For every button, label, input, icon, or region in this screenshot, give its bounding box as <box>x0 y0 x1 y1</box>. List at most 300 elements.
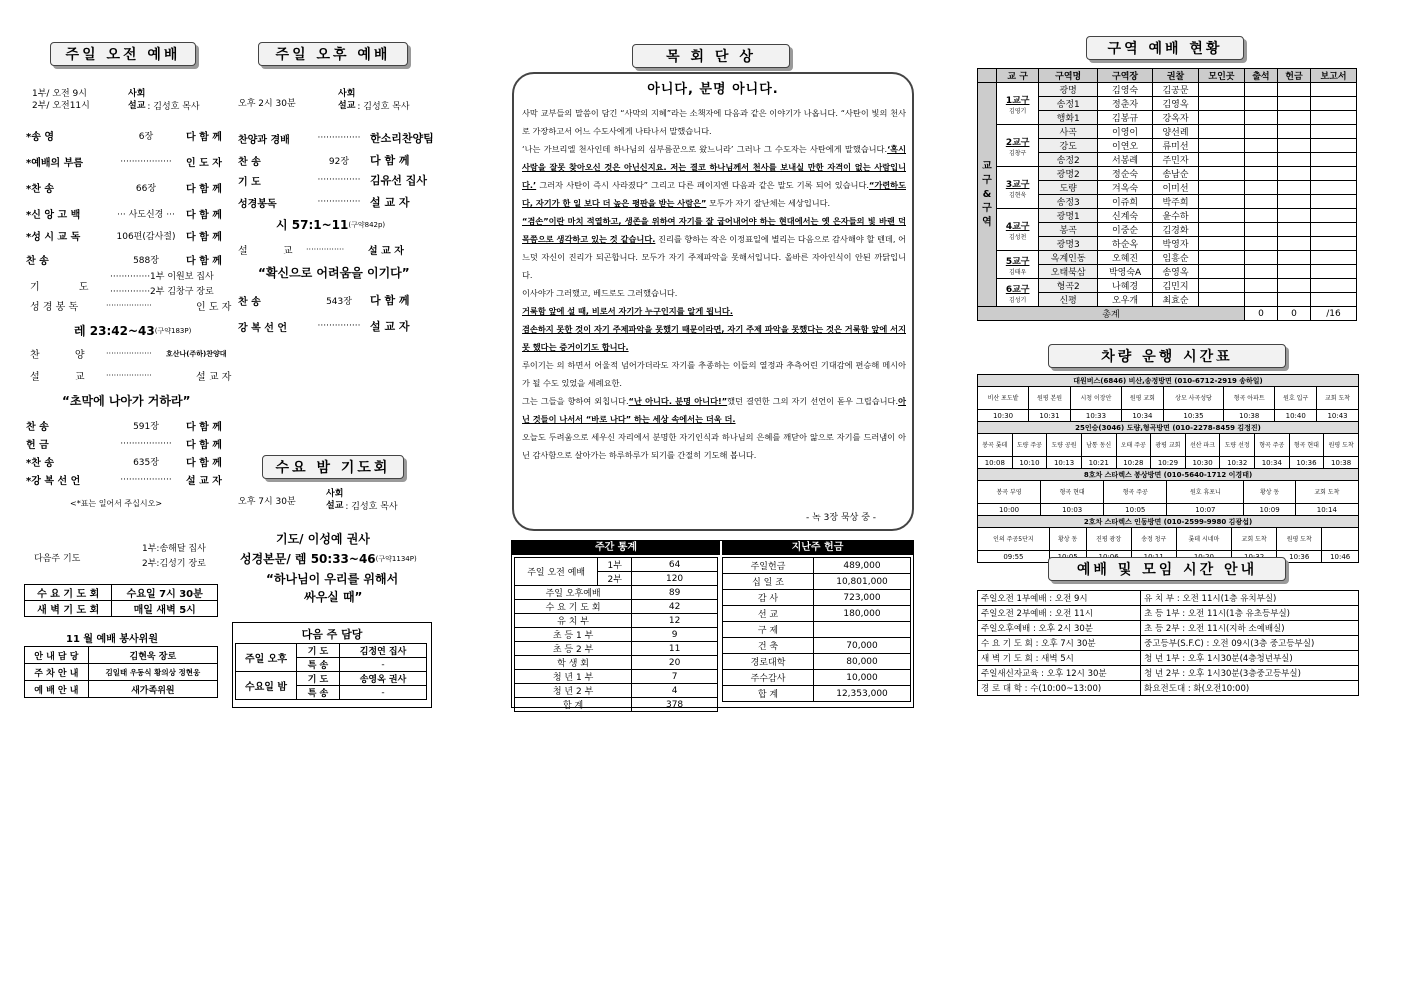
vehicle-header: 차량 운행 시간표 <box>1048 344 1286 368</box>
wed-leader <box>326 488 398 512</box>
district-cell: 강도 <box>1039 139 1098 153</box>
district-group <box>997 251 1039 279</box>
district-group <box>997 167 1039 209</box>
table-row <box>723 574 911 590</box>
district-cell: 김민지 <box>1153 279 1199 293</box>
wed-lead-a: 사회 <box>326 489 344 499</box>
vehicle-time: 10:05 <box>1104 504 1167 516</box>
vehicle-route-title: 8호차 스타렉스 봉상방면 (010-5640-1712 이경태) <box>978 469 1359 481</box>
vehicle-route-table <box>977 421 1359 469</box>
pastor-body <box>522 104 906 464</box>
order-row <box>238 130 434 146</box>
time-cell: 주일오전 1부예배 : 오전 9시 <box>978 591 1141 606</box>
offering-table <box>722 557 911 702</box>
district-empty-cell <box>1244 251 1277 265</box>
district-cell: 신평 <box>1039 293 1098 307</box>
table-row <box>25 585 218 601</box>
table-row <box>978 528 1359 551</box>
group-pastor: 김태우 <box>1008 268 1027 276</box>
stat-label: 초 등 1 부 <box>515 628 632 642</box>
district-empty-cell <box>1311 265 1357 279</box>
vehicle-time: 10:14 <box>1295 504 1358 516</box>
group-name: 3교구 <box>1005 179 1030 190</box>
order-name: *찬 송 <box>26 184 55 195</box>
vehicle-time: 10:30 <box>978 410 1029 422</box>
district-cell: 김봉규 <box>1098 111 1153 125</box>
district-empty-cell <box>1244 237 1277 251</box>
vehicle-route-table <box>977 515 1359 563</box>
vehicle-stop: 봉곡 부영 <box>978 481 1041 504</box>
time-cell: 주일새신자교육 : 오후 12시 30분 <box>978 666 1141 681</box>
para-emph: “겸손”이란 마치 적열하고, 생존을 위하여 자기를 잘 굽어내어야 하는 현대에서는 옛 은자들의 빛 바랜 덕목쯤으로 생각하고 있는 것 같습니다. <box>522 216 906 244</box>
vol-role: 예 배 안 내 <box>25 681 89 698</box>
order-name: 헌 금 <box>26 440 49 451</box>
group-pastor: 김현욱 <box>1008 191 1027 199</box>
pastor-byline: - 녹 3장 묵상 중 - <box>806 513 876 523</box>
district-cell: 나혜경 <box>1098 279 1153 293</box>
wed-time: 오후 7시 30분 <box>238 497 296 507</box>
district-empty-cell <box>1244 111 1277 125</box>
table-row <box>978 457 1359 469</box>
district-cell: 광명3 <box>1039 237 1098 251</box>
table-row <box>978 434 1359 457</box>
pastor-para-6 <box>522 320 906 356</box>
order-role: 설 교 자 <box>186 476 222 487</box>
table-row <box>515 656 718 670</box>
district-empty-cell <box>1311 97 1357 111</box>
vehicle-schedules <box>977 374 1359 563</box>
am-sermon-by: 설 교 자 <box>196 372 232 383</box>
district-cell: 임흥순 <box>1153 251 1199 265</box>
vehicle-route-title: 대원버스(6846) 비산,송정방면 (010-6712-2919 송하일) <box>978 375 1359 387</box>
table-row <box>978 469 1359 481</box>
am-sermon <box>30 368 231 383</box>
am-reading <box>30 298 231 313</box>
time-cell: 유 치 부 : 오전 11시(1층 유치부실) <box>1141 591 1359 606</box>
vehicle-route-table <box>977 468 1359 516</box>
table-row <box>978 125 1357 139</box>
district-empty-cell <box>1277 153 1310 167</box>
meeting-name: 수 요 기 도 회 <box>25 585 112 601</box>
vehicle-stop: 봉곡 롯데 <box>978 434 1013 457</box>
district-col-header: 출석 <box>1244 69 1277 83</box>
district-cell: 서봉례 <box>1098 153 1153 167</box>
pm-sermon <box>238 242 404 257</box>
vehicle-stop: 교회 도착 <box>1295 481 1358 504</box>
group-pastor: 김성기 <box>1008 296 1027 304</box>
vehicle-time: 10:00 <box>978 504 1041 516</box>
order-name: 찬 송 <box>238 156 261 168</box>
vehicle-stop: 형곡 아파트 <box>1224 387 1275 410</box>
stat-label: 초 등 2 부 <box>515 642 632 656</box>
pm-sermon-label: 설 교 <box>238 246 309 257</box>
vehicle-stop: 진평 광장 <box>1086 528 1131 551</box>
order-role: 다 함 께 <box>186 256 222 267</box>
am-prayer <box>30 270 214 300</box>
para-text: 사막 교부들의 말씀이 담긴 “사막의 지혜”라는 소책자에 다음과 같은 이야기가 나옵니다. “사탄이 빛의 천사로 가장하고서 어느 수도사에게 나타나서 말했습니다. <box>522 108 906 136</box>
vehicle-stop: 원평 교회 <box>1122 387 1164 410</box>
duty-who: - <box>340 686 427 700</box>
order-hymn: ··············· <box>317 321 361 331</box>
district-total-label: 총계 <box>978 307 1245 321</box>
offering-value: 10,000 <box>814 670 911 686</box>
am-svc1: 1부/ 오전 9시 <box>32 89 87 99</box>
time-cell: 청 년 1부 : 오후 1시30분(4층청년부실) <box>1141 651 1359 666</box>
order-role: 김유선 집사 <box>370 174 427 187</box>
table-row <box>723 670 911 686</box>
district-empty-cell <box>1198 153 1244 167</box>
pastor-para-5 <box>522 302 906 320</box>
district-empty-cell <box>1198 125 1244 139</box>
district-cell: 겨옥숙 <box>1098 181 1153 195</box>
district-cell: 이쥬희 <box>1098 195 1153 209</box>
time-cell: 경 로 대 학 : 수(10:00~13:00) <box>978 681 1141 696</box>
district-cell: 오태북삼 <box>1039 265 1098 279</box>
vehicle-stop: 선산 파크 <box>1185 434 1220 457</box>
vehicle-stop: 롯데 시네마 <box>1176 528 1231 551</box>
vehicle-time: 10:35 <box>1163 410 1223 422</box>
district-empty-cell <box>1244 223 1277 237</box>
stat-label: 합 계 <box>515 698 632 712</box>
wed-header: 수요 밤 기도회 <box>262 455 404 479</box>
vehicle-time: 10:33 <box>1070 410 1121 422</box>
district-empty-cell <box>1198 293 1244 307</box>
vehicle-time: 10:36 <box>1289 457 1324 469</box>
wed-scripture-text: 성경본문/ 렘 50:33~46 <box>240 552 376 566</box>
para-text: 루이기는 의 하면서 어울적 넘어가더라도 자기를 추종하는 이들의 열정과 추측어린 기대감에 편승해 메시아가 될 수도 있었을 세례요한. <box>522 360 906 388</box>
order-name: *예배의 부름 <box>26 158 84 169</box>
district-cell: 김영옥 <box>1153 97 1199 111</box>
order-hymn: ··············· <box>317 133 361 143</box>
table-row <box>978 591 1359 606</box>
am-praise-by: 호산나(주하)찬양대 <box>166 349 227 358</box>
para-emph: ‘혹시 사람을 잘못 찾아오신 것은 아닌신지요. 저는 결코 하나님께서 천사를 보내실 만한 자격이 없는 사람입니다.’ <box>522 144 906 190</box>
order-hymn: ··· 사도신경 ··· <box>117 210 175 220</box>
order-name: 찬양과 경배 <box>238 134 290 146</box>
vehicle-time: 10:21 <box>1081 457 1116 469</box>
district-cell: 오우개 <box>1098 293 1153 307</box>
district-cell: 광명2 <box>1039 167 1098 181</box>
order-name: *송 영 <box>26 132 55 143</box>
para-text: 그는 그들을 향하여 외칩니다. <box>522 396 629 406</box>
vehicle-stop: 형곡 주공 <box>1255 434 1290 457</box>
order-hymn: 106편(감사절) <box>116 232 176 242</box>
table-row <box>515 628 718 642</box>
am-praise-label: 찬 양 <box>30 350 101 361</box>
order-name: 강 복 선 언 <box>238 322 288 334</box>
stat-value: 7 <box>632 670 718 684</box>
order-row <box>26 128 222 143</box>
duty-who: 송영옥 권사 <box>340 672 427 686</box>
weekly-title: 주간 통계 <box>512 541 720 555</box>
pastor-header: 목 회 단 상 <box>632 44 790 68</box>
table-row <box>25 601 218 617</box>
order-row <box>26 418 222 433</box>
meeting-time: 매일 새벽 5시 <box>112 601 218 617</box>
stat-value: 120 <box>632 572 718 586</box>
stat-value: 64 <box>632 558 718 572</box>
vehicle-stop: 시청 이장안 <box>1070 387 1121 410</box>
order-hymn: ·················· <box>120 474 172 485</box>
order-hymn: 6장 <box>138 132 154 142</box>
district-empty-cell <box>1277 265 1310 279</box>
district-cell: 옥계인동 <box>1039 251 1098 265</box>
district-cell: 이중순 <box>1098 223 1153 237</box>
district-empty-cell <box>1277 139 1310 153</box>
am-scripture-ref: (구약183P) <box>154 326 192 335</box>
table-row <box>25 647 218 664</box>
district-empty-cell <box>1277 181 1310 195</box>
pm-leader <box>338 88 410 112</box>
district-cell: 최효순 <box>1153 293 1199 307</box>
am-reading-role: 인 도 자 <box>196 302 232 313</box>
vehicle-time: 10:34 <box>1255 457 1290 469</box>
wed-title-2: 싸우실 때” <box>304 590 363 604</box>
offering-label: 주수감사 <box>723 670 814 686</box>
vehicle-time: 10:38 <box>1224 410 1275 422</box>
volunteers-title: 11 월 예배 봉사위원 <box>66 634 158 645</box>
district-cell: 오혜진 <box>1098 251 1153 265</box>
offering-label: 구 제 <box>723 622 814 638</box>
stat-label: 청 년 1 부 <box>515 670 632 684</box>
table-row <box>978 251 1357 265</box>
offering-value: 80,000 <box>814 654 911 670</box>
offering-label: 합 계 <box>723 686 814 702</box>
vehicle-route-title: 2호차 스타렉스 인동방면 (010-2599-9980 김광섭) <box>978 516 1359 528</box>
order-row <box>26 472 222 487</box>
order-role: 다 함 께 <box>186 458 222 469</box>
am-praise-dots: ·················· <box>106 349 152 358</box>
district-empty-cell <box>1277 251 1310 265</box>
offering-label: 경로대학 <box>723 654 814 670</box>
am-reading-dots: ·················· <box>106 301 152 310</box>
vehicle-time: 10:07 <box>1167 504 1244 516</box>
vehicle-time: 10:03 <box>1041 504 1104 516</box>
order-hymn: 543장 <box>326 296 352 307</box>
district-empty-cell <box>1244 153 1277 167</box>
district-empty-cell <box>1311 111 1357 125</box>
table-row <box>978 636 1359 651</box>
vehicle-stop: 원평 본원 <box>1029 387 1071 410</box>
order-hymn: 635장 <box>133 458 159 468</box>
table-row <box>515 684 718 698</box>
am-svc2: 2부/ 오전11시 <box>32 101 90 111</box>
district-empty-cell <box>1311 195 1357 209</box>
offering-label: 선 교 <box>723 606 814 622</box>
next-duty-box <box>232 622 432 708</box>
group-name: 6교구 <box>1005 284 1030 295</box>
table-row <box>978 167 1357 181</box>
vehicle-time: 10:30 <box>1185 457 1220 469</box>
order-role: 다 함 께 <box>186 422 222 433</box>
vol-who: 김일태 우동식 황의상 정현웅 <box>88 664 217 681</box>
stat-label: 학 생 회 <box>515 656 632 670</box>
district-empty-cell <box>1198 223 1244 237</box>
order-role: 인 도 자 <box>186 158 222 169</box>
order-hymn: ·················· <box>120 156 172 167</box>
offering-label: 건 축 <box>723 638 814 654</box>
district-empty-cell <box>1244 139 1277 153</box>
table-row <box>978 621 1359 636</box>
order-name: 기 도 <box>238 176 261 188</box>
table-row <box>723 686 911 702</box>
district-cell: 윤수하 <box>1153 209 1199 223</box>
district-table <box>977 68 1357 321</box>
vehicle-stop: 황상 동 <box>1244 481 1295 504</box>
para-text: 그러자 사탄이 즉시 사라졌다” 그리고 다른 페이지엔 다음과 같은 말도 기록 되어 있습니다. <box>536 180 869 190</box>
duty-svc: 주일 오후 <box>236 644 297 672</box>
table-row <box>515 600 718 614</box>
district-group <box>997 83 1039 125</box>
stat-value: 12 <box>632 614 718 628</box>
meetings-table <box>24 584 218 617</box>
wed-lead-b: 설교 <box>326 501 344 511</box>
stats-box <box>511 540 914 711</box>
district-cell: 하순옥 <box>1098 237 1153 251</box>
vehicle-stop: 원평 도착 <box>1277 528 1322 551</box>
offering-value: 723,000 <box>814 590 911 606</box>
times-header: 예배 및 모임 시간 안내 <box>1048 557 1286 581</box>
district-cell: 박영숙A <box>1098 265 1153 279</box>
pastor-para-2 <box>522 140 906 212</box>
order-hymn: ·················· <box>120 438 172 449</box>
table-row <box>978 504 1359 516</box>
district-cell: 광명 <box>1039 83 1098 97</box>
para-emph: 거룩함 앞에 설 때, 비로서 자기가 누구인지를 알게 됩니다. <box>522 306 733 316</box>
table-row <box>978 681 1359 696</box>
pm-scripture-text: 시 57:1~11 <box>276 218 349 232</box>
district-empty-cell <box>1198 209 1244 223</box>
am-services <box>32 88 90 112</box>
pastor-para-8 <box>522 392 906 428</box>
am-lead-b: 설교 <box>128 101 146 111</box>
vehicle-time: 10:28 <box>1116 457 1151 469</box>
next-duty-table <box>235 643 427 700</box>
district-empty-cell <box>1198 251 1244 265</box>
district-cell: 정순숙 <box>1098 167 1153 181</box>
time-cell: 주일오후예배 : 오후 2시 30분 <box>978 621 1141 636</box>
para-text: 이사야가 그러했고, 베드로도 그러했습니다. <box>522 288 678 298</box>
district-empty-cell <box>1277 195 1310 209</box>
am-header: 주일 오전 예배 <box>50 42 196 66</box>
district-col-header: 권찰 <box>1153 69 1199 83</box>
district-empty-cell <box>1277 83 1310 97</box>
district-empty-cell <box>1198 167 1244 181</box>
time-cell: 화요전도대 : 화(오전10:00) <box>1141 681 1359 696</box>
district-corner <box>978 69 997 83</box>
group-name: 2교구 <box>1005 137 1030 148</box>
vehicle-stop: 도량 주공 <box>1012 434 1047 457</box>
pm-sermon-title: “확신으로 어려움을 이기다” <box>258 266 410 280</box>
table-row <box>978 422 1359 434</box>
vol-role: 주 차 안 내 <box>25 664 89 681</box>
order-role: 한소리찬양팀 <box>370 132 434 145</box>
table-row <box>978 410 1359 422</box>
table-row <box>978 307 1357 321</box>
order-row <box>26 206 222 221</box>
table-row <box>978 279 1357 293</box>
duty-role: 기 도 <box>297 644 340 658</box>
weekly-table <box>514 557 718 712</box>
wed-scripture <box>240 550 417 567</box>
district-cell: 김영숙 <box>1098 83 1153 97</box>
order-name: 찬 송 <box>26 422 49 433</box>
am-sermon-title: “초막에 나아가 거하라” <box>62 394 191 408</box>
am-prayer-label: 기 도 <box>30 281 107 293</box>
vehicle-time: 10:13 <box>1047 457 1082 469</box>
district-cell: 도량 <box>1039 181 1098 195</box>
order-role: 다 함 께 <box>186 232 222 243</box>
order-hymn: ··············· <box>317 175 361 185</box>
para-emph: 겸손하지 못한 것이 자기 주제파악을 못했기 때문이라면, 자기 주제 파악을 못했다는 것은 거룩함 앞에 서지 못 했다는 증거이기도 합니다. <box>522 324 906 352</box>
offering-value: 12,353,000 <box>814 686 911 702</box>
district-col-header: 구역명 <box>1039 69 1098 83</box>
district-empty-cell <box>1198 237 1244 251</box>
vol-who: 새가족위원 <box>88 681 217 698</box>
table-row <box>236 644 427 658</box>
offering-value: 70,000 <box>814 638 911 654</box>
vehicle-time: 10:10 <box>1012 457 1047 469</box>
offering-value <box>814 622 911 638</box>
table-row <box>723 622 911 638</box>
table-row <box>723 590 911 606</box>
pm-lead-b: 설교 <box>338 101 356 111</box>
vehicle-time: 10:38 <box>1324 457 1359 469</box>
am-scripture-text: 레 23:42~43 <box>74 324 155 338</box>
para-emph: “가련하도다, 자기가 한 일 보다 더 높은 평판을 받는 사람은” <box>522 180 906 208</box>
district-empty-cell <box>1311 153 1357 167</box>
pm-lead-a: 사회 <box>338 89 356 99</box>
pastor-para-3 <box>522 212 906 284</box>
order-role: 다 함 께 <box>370 154 410 167</box>
vehicle-stop: 송정 청구 <box>1131 528 1176 551</box>
stat-value: 89 <box>632 586 718 600</box>
district-empty-cell <box>1277 223 1310 237</box>
order-role: 다 함 께 <box>186 132 222 143</box>
next-duty-title: 다음 주 담당 <box>301 628 363 641</box>
pm-scripture <box>276 216 385 233</box>
vol-who: 김현욱 장로 <box>88 647 217 664</box>
group-pastor: 김영기 <box>1008 107 1027 115</box>
order-name: *성 시 교 독 <box>26 232 81 243</box>
district-empty-cell <box>1311 223 1357 237</box>
wed-scripture-ref: (구약1134P) <box>375 554 417 563</box>
stat-value: 42 <box>632 600 718 614</box>
district-col-header: 헌금 <box>1277 69 1310 83</box>
vehicle-stop: 도량 공원 <box>1047 434 1082 457</box>
district-col-header: 보고서 <box>1311 69 1357 83</box>
am-prayer1: ··············1부 이원보 집사 <box>110 272 214 282</box>
volunteers-table <box>24 646 218 698</box>
order-hymn: 588장 <box>133 256 159 266</box>
wed-leader-name: : 김성호 목사 <box>345 501 398 512</box>
offering-label: 십 일 조 <box>723 574 814 590</box>
group-name: 4교구 <box>1005 221 1030 232</box>
district-empty-cell <box>1244 125 1277 139</box>
district-col-header: 교 구 <box>997 69 1039 83</box>
vehicle-stop: 상모 사곡성당 <box>1163 387 1223 410</box>
table-row <box>515 670 718 684</box>
district-empty-cell <box>1244 181 1277 195</box>
district-empty-cell <box>1277 293 1310 307</box>
district-cell: 김공문 <box>1153 83 1199 97</box>
district-empty-cell <box>1311 181 1357 195</box>
para-text: ‘나는 가브리엘 천사인데 하나님의 심부름꾼으로 왔느니라’ 그러나 그 수도자는 사탄에게 말했습니다. <box>522 144 888 154</box>
district-cell: 형곡2 <box>1039 279 1098 293</box>
district-empty-cell <box>1244 195 1277 209</box>
district-empty-cell <box>1198 97 1244 111</box>
duty-role: 기 도 <box>297 672 340 686</box>
